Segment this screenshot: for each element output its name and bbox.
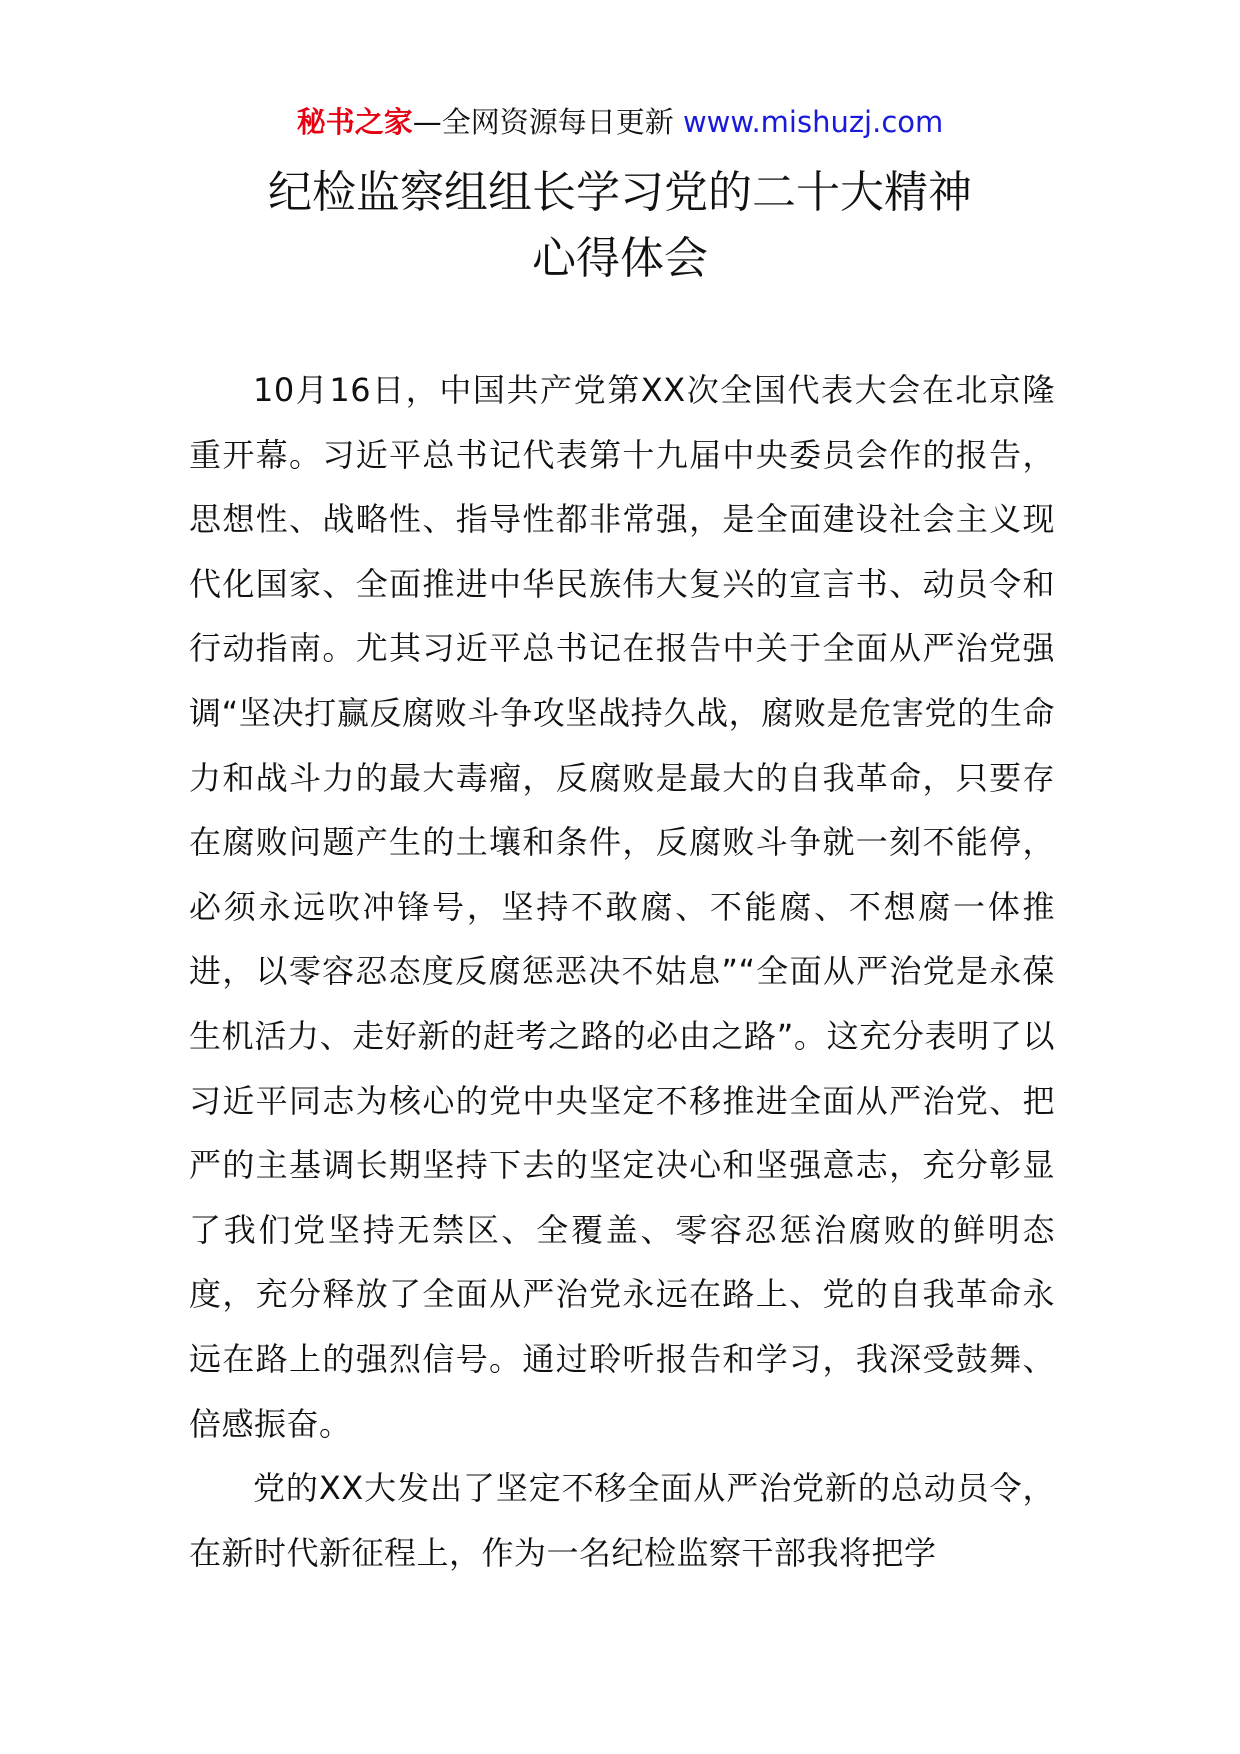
document-title-line-1: 纪检监察组组长学习党的二十大精神 — [268, 167, 972, 218]
site-header — [0, 102, 1240, 142]
paragraph-2: 党的XX大发出了坚定不移全面从严治党新的总动员令，在新时代新征程上，作为一名纪检监察干部我将把学 — [189, 1469, 1055, 1572]
document-title-line-2: 心得体会 — [532, 233, 708, 284]
document-body — [189, 358, 1055, 1585]
paragraph-1: 10月16日，中国共产党第XX次全国代表大会在北京隆重开幕。习近平总书记代表第十九届中央委员会作的报告，思想性、战略性、指导性都非常强，是全面建设社会主义现代化国家、全面推进中华民族伟大复兴的宣言书、动员令和行动指南。尤其习近平总书记在报告中关于全面从严治党强调“坚决打赢反腐败斗争攻坚战持久战，腐败是危害党的生命力和战斗力的最大毒瘤，反腐败是最大的自我革命，只要存在腐败问题产生的土壤和条件，反腐败斗争就一刻不能停，必须永远吹冲锋号，坚持不敢腐、不能腐、不想腐一体推进，以零容忍态度反腐惩恶决不姑息”“全面从严治党是永葆生机活力、走好新的赶考之路的必由之路”。这充分表明了以习近平同志为核心的党中央坚定不移推进全面从严治党、把严的主基调长期坚持下去的坚定决心和坚强意志，充分彰显了我们党坚持无禁区、全覆盖、零容忍惩治腐败的鲜明态度，充分释放了全面从严治党永远在路上、党的自我革命永远在路上的强烈信号。通过聆听报告和学习，我深受鼓舞、倍感振奋。 — [189, 371, 1055, 1443]
site-tagline: —全网资源每日更新 — [412, 105, 674, 139]
document-title — [0, 160, 1240, 292]
brand-name: 秘书之家 — [296, 105, 413, 139]
site-url-link[interactable]: www.mishuzj.com — [682, 105, 944, 139]
